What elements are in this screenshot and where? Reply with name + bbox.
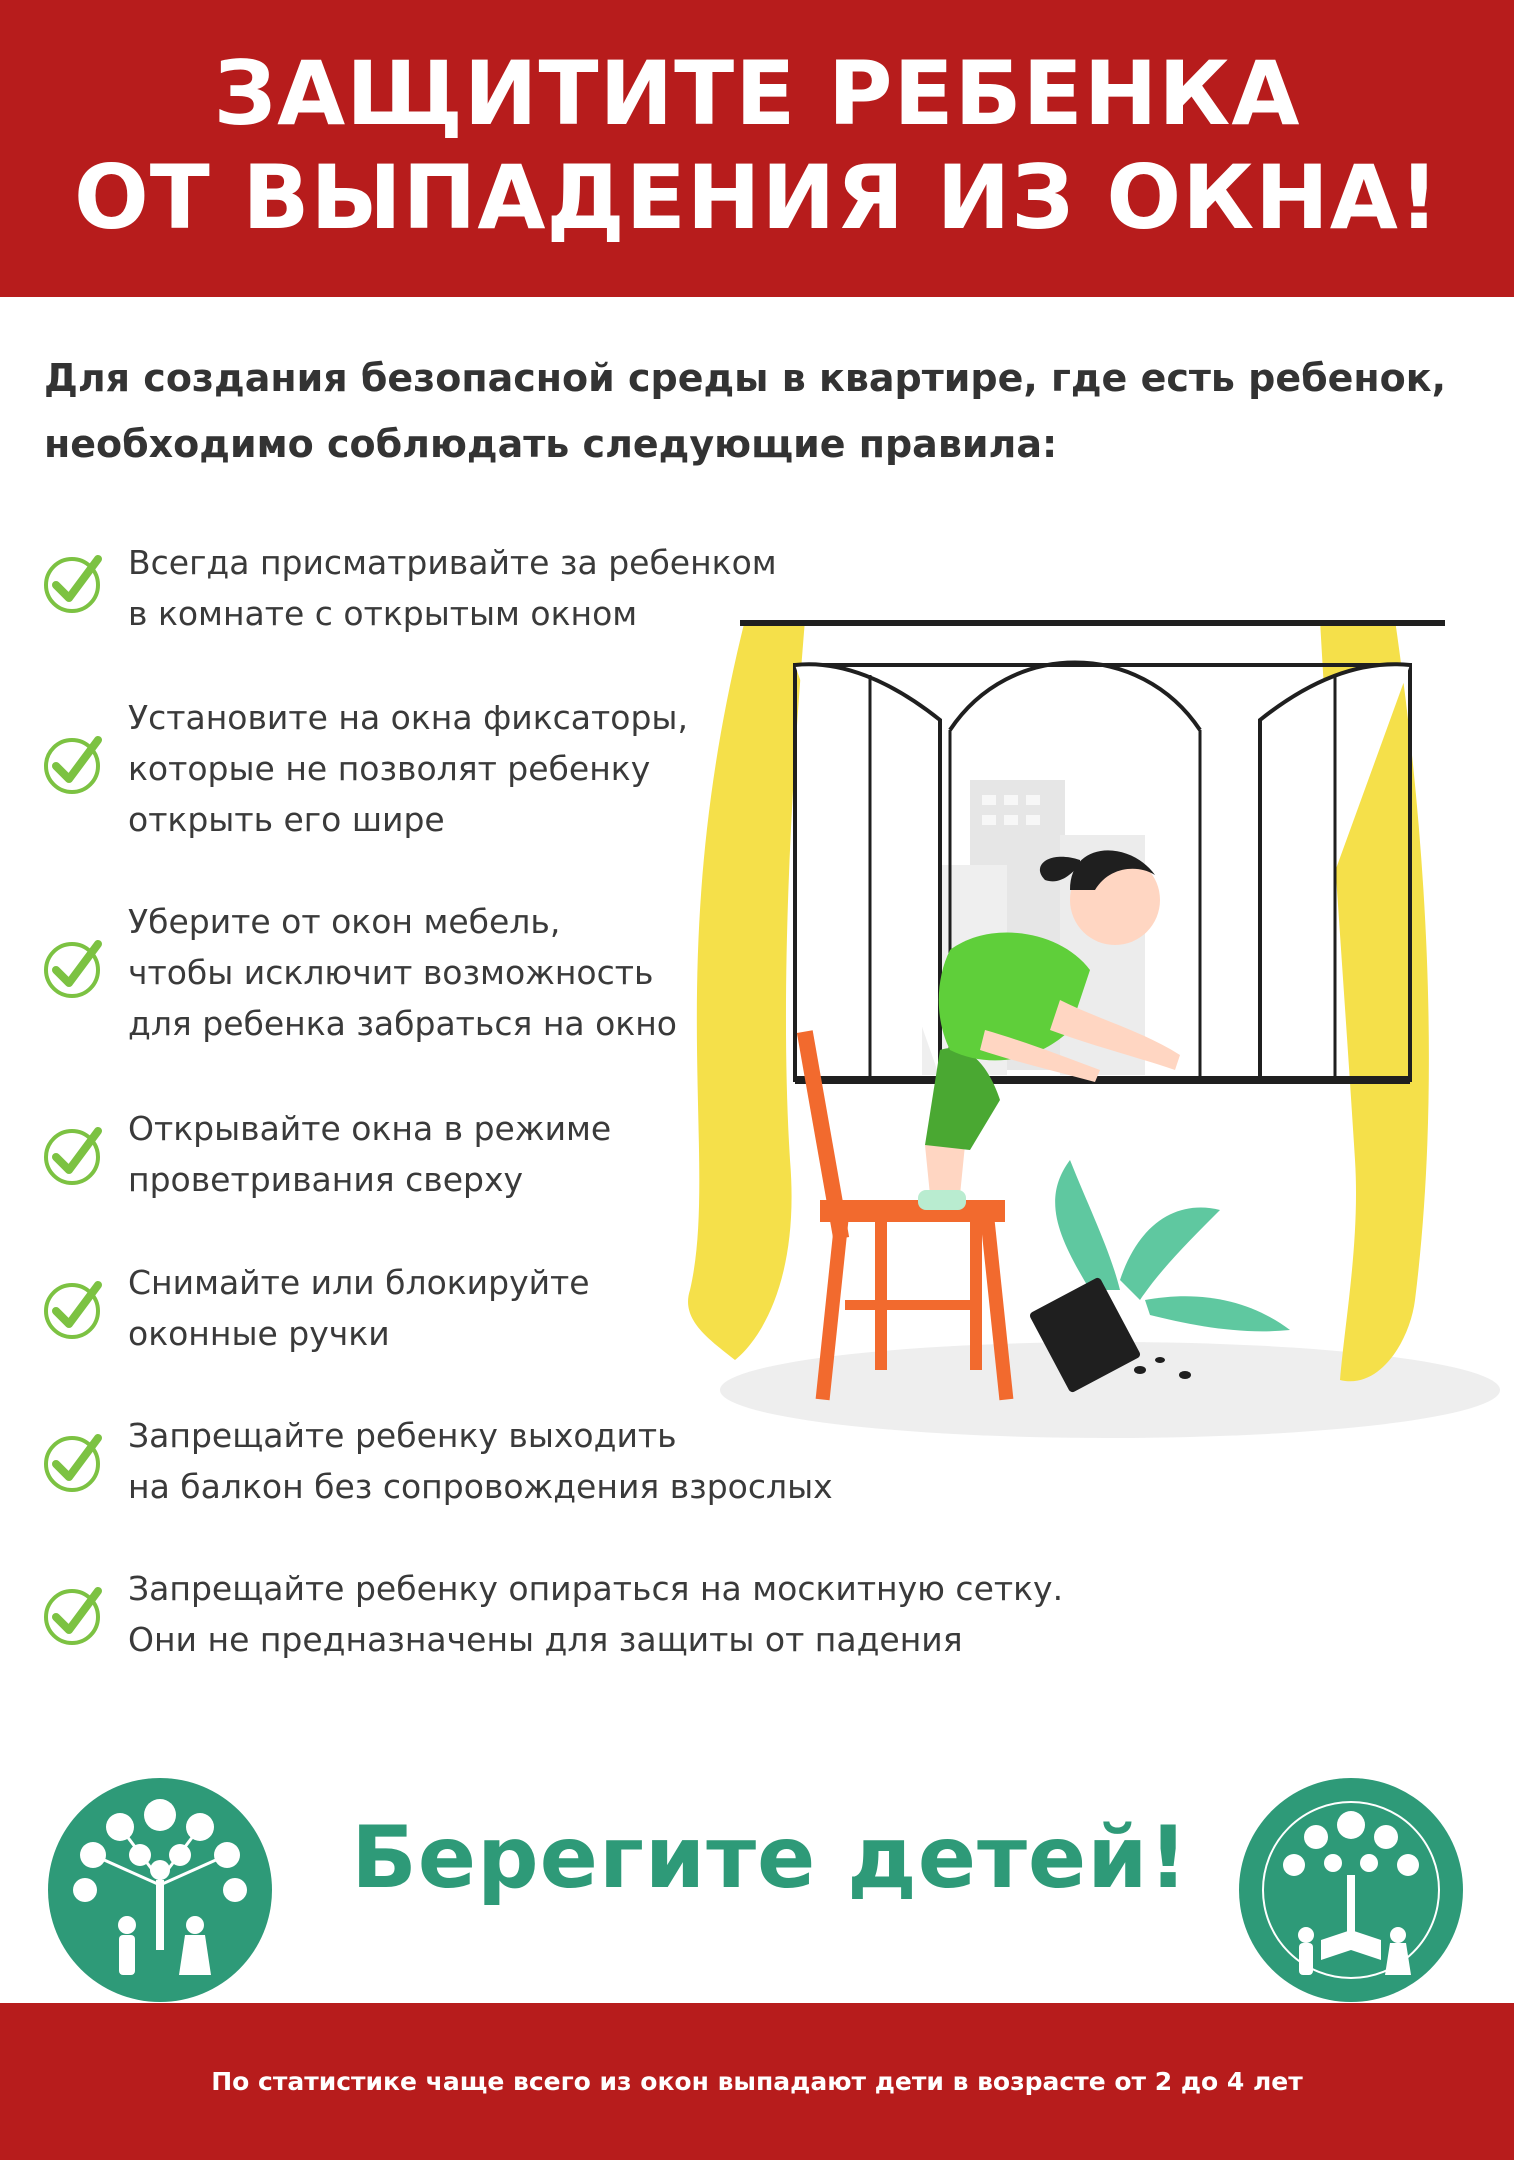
title-line-1: ЗАЩИТИТЕ РЕБЕНКА [213,42,1301,145]
header-banner [0,0,1514,297]
check-circle-icon [42,1123,106,1187]
rule-line: оконные ручки [128,1314,390,1353]
rule-line: чтобы исключит возможность [128,953,654,992]
intro-line-2: необходимо соблюдать следующие правила: [44,422,1058,466]
window-illustration [640,600,1500,1460]
tree-children-logo [45,1775,275,2005]
rule-line: в комнате с открытым окном [128,594,638,633]
check-circle-icon [42,1583,106,1647]
rule-line: Они не предназначены для защиты от падения [128,1620,963,1659]
rule-line: Всегда присматривайте за ребенком [128,543,777,582]
slogan: Берегите детей! [351,1808,1189,1908]
rule-text [128,896,677,1049]
footer-banner [0,2003,1514,2160]
rule-line: Открывайте окна в режиме [128,1109,612,1148]
intro-line-1: Для создания безопасной среды в квартире, где есть ребенок, [44,356,1447,400]
footer-note: По статистике чаще всего из окон выпадают дети в возрасте от 2 до 4 лет [211,2067,1303,2096]
rule-line: Уберите от окон мебель, [128,902,561,941]
rule-text [128,692,688,845]
title-line-2: ОТ ВЫПАДЕНИЯ ИЗ ОКНА! [73,146,1441,249]
rule-line: которые не позволят ребенку [128,749,651,788]
rule-line: Снимайте или блокируйте [128,1263,590,1302]
rule-text [128,1257,590,1359]
tree-children-logo [1236,1775,1466,2005]
rule-line: для ребенка забраться на окно [128,1004,677,1043]
check-circle-icon [42,732,106,796]
rule-text [128,1563,1063,1665]
check-circle-icon [42,1277,106,1341]
rule-line: открыть его шире [128,800,445,839]
rule-text [128,1103,611,1205]
rule-line: Запрещайте ребенку опираться на москитную сетку. [128,1569,1064,1608]
check-circle-icon [42,936,106,1000]
rule-line: на балкон без сопровождения взрослых [128,1467,833,1506]
check-circle-icon [42,1430,106,1494]
intro-text [44,345,1484,477]
check-circle-icon [42,551,106,615]
rule-line: Запрещайте ребенку выходить [128,1416,677,1455]
rule-line: проветривания сверху [128,1160,524,1199]
rule-line: Установите на окна фиксаторы, [128,698,688,737]
